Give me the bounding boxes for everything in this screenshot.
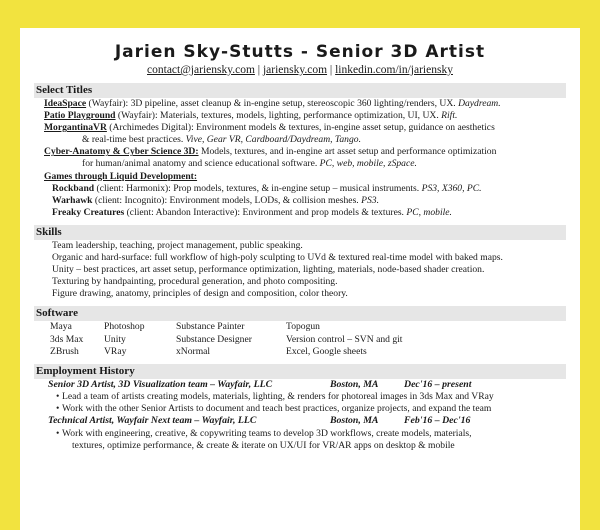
job-title: Senior 3D Artist, 3D Visualization team – Wayfair, LLC [48,379,273,391]
section-heading: Skills [34,225,566,240]
software-section [34,306,566,358]
job-bullet: • Lead a team of artists creating models, materials, lighting, & renders for photoreal images in 3ds Max and VRay [56,391,494,403]
software-row: ZBrush VRay xNormal Excel, Google sheets [50,345,367,357]
title-entry: IdeaSpace (Wayfair): 3D pipeline, asset cleanup & in-engine setup, stereoscopic 360 lighting/renders, UX. Daydream. [44,98,501,109]
title-entry-continued: for human/animal anatomy and science educational software. PC, web, mobile, zSpace. [82,158,417,170]
linkedin-link[interactable]: linkedin.com/in/jariensky [335,64,453,76]
title-entry: MorgantinaVR (Archimedes Digital): Environment models & textures, in-engine asset setup, guidance on aesthetics [44,122,495,134]
job-bullet: • Work with the other Senior Artists to document and teach best practices, organize projects, and expand the team [56,403,492,415]
section-heading: Software [34,306,566,321]
job-location: Boston, MA [330,379,379,391]
select-titles-section [34,83,566,219]
employment-section [34,364,566,452]
resume-page [20,28,580,530]
candidate-name: Jarien Sky-Stutts - Senior 3D Artist [114,42,486,62]
section-heading: Employment History [34,364,566,379]
skill-line: Unity – best practices, art asset setup, performance optimization, lighting, materials, node-based shader creation. [52,264,485,276]
bullet-marker: • [56,403,60,415]
game-entry: Freaky Creatures (client: Abandon Interactive): Environment and prop models & textures. PC, mobile. [52,206,452,218]
job-dates: Feb'16 – Dec'16 [404,415,471,427]
job-title: Technical Artist, Wayfair Next team – Wayfair, LLC [48,415,257,427]
website-link[interactable]: jariensky.com [262,64,328,76]
skills-section [34,225,566,300]
liquid-development-heading: Games through Liquid Development: [44,170,198,182]
contact-separator: | [329,64,333,76]
skill-line: Team leadership, teaching, project management, public speaking. [52,239,303,251]
job-dates: Dec'16 – present [404,379,472,391]
skill-line: Organic and hard-surface: full workflow of high-poly sculpting to UVd & textured real-time model with baked maps. [52,252,503,264]
contact-line [20,63,580,77]
email-link[interactable]: contact@jariensky.com [147,64,255,76]
contact-separator: | [257,64,261,76]
job-header [34,415,566,427]
job-header [34,379,566,391]
skill-line: Figure drawing, anatomy, principles of design and composition, color theory. [52,288,348,300]
game-entry: Rockband (client: Harmonix): Prop models, textures, & in-engine setup – musical instruments. PS3, X360, PC. [52,182,482,194]
title-entry-continued: & real-time best practices. Vive, Gear VR, Cardboard/Daydream, Tango. [82,134,361,146]
bullet-marker: • [56,427,60,439]
title-entry: Patio Playground (Wayfair): Materials, textures, models, lighting, performance optimization, UI, UX. Rift. [44,110,458,122]
resume-header [20,28,580,77]
software-row: 3ds Max Unity Substance Designer Version control – SVN and git [50,333,403,345]
skill-line: Texturing by handpainting, procedural generation, and photo compositing. [52,276,338,288]
title-entry: Cyber-Anatomy & Cyber Science 3D: Models, textures, and in-engine art asset setup and performance optimization [44,146,497,158]
job-location: Boston, MA [330,415,379,427]
job-bullet: • Work with engineering, creative, & copywriting teams to develop 3D workflows, create models, materials, [56,427,472,439]
game-entry: Warhawk (client: Incognito): Environment models, LODs, & collision meshes. PS3. [52,194,379,206]
software-row: Maya Photoshop Substance Painter Topogun [50,321,320,333]
bullet-marker: • [56,391,60,403]
section-heading: Select Titles [34,83,566,98]
job-bullet-continued: textures, optimize performance, & create & iterate on UX/UI for VR/AR apps on desktop & mobile [72,439,455,451]
